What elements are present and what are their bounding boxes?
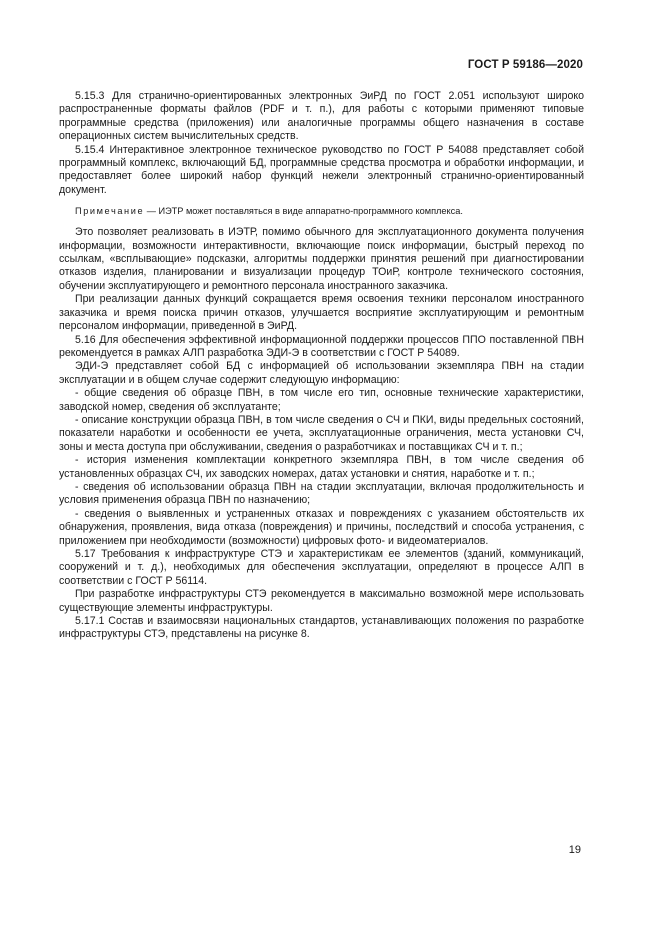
note-label: Примечание	[75, 206, 145, 217]
note	[59, 205, 584, 217]
paragraph-5-17: 5.17 Требования к инфраструктуре СТЭ и характеристикам ее элементов (зданий, коммуникаций, сооружений и т. д.), необходимых для обеспечения эксплуатации, определяют в процессе АЛП в соответствии с ГОСТ Р 56114.	[59, 548, 584, 587]
paragraph-edi-description: ЭДИ-Э представляет собой БД с информацией об использовании экземпляра ПВН на стадии эксплуатации и в общем случае содержит следующую информацию:	[59, 360, 584, 386]
paragraph-5-15-4: 5.15.4 Интерактивное электронное техническое руководство по ГОСТ Р 54088 представляет собой программный комплекс, включающий БД, программные средства просмотра и обработки информации, и предоставляет более широкий набор функций нежели электронный странично-ориентированный документ.	[59, 143, 584, 196]
page-number: 19	[568, 844, 581, 856]
note-text: — ИЭТР может поставляться в виде аппаратно-программного комплекса.	[144, 206, 463, 217]
list-item-usage: - сведения об использовании образца ПВН на стадии эксплуатации, включая продолжительность и условия применения образца ПВН по назначению;	[59, 480, 584, 507]
list-item-general-info: - общие сведения об образце ПВН, в том числе его тип, основные технические характеристики, заводской номер, сведения об эксплуатанте;	[59, 387, 584, 413]
paragraph-ietr-benefits: При реализации данных функций сокращается время освоения техники персоналом иностранного заказчика и время поиска причин отказов, улучшается восприятие эксплуатирующим и ремонтным персоналом информации, приведенной в ЭиРД.	[59, 293, 584, 333]
list-item-construction: - описание конструкции образца ПВН, в том числе сведения о СЧ и ПКИ, виды предельных состояний, показатели наработки и особенности ее учета, эксплуатационные ограничения, места установки СЧ, зоны и места доступа при обслуживании, сведения о разработчиках и поставщиках СЧ и т. п.;	[59, 413, 584, 453]
paragraph-infrastructure-reuse: При разработке инфраструктуры СТЭ рекомендуется в максимально возможной мере использовать существующие элементы инфраструктуры.	[59, 588, 584, 614]
list-item-failures: - сведения о выявленных и устраненных отказах и повреждениях с указанием обстоятельств их обнаружения, проявления, вида отказа (повреждения) и причины, последствий и способа устранения, с приложением при необходимости (возможности) цифровых фото- и видеоматериалов.	[59, 507, 584, 547]
list-item-configuration-history: - история изменения комплектации конкретного экземпляра ПВН, в том числе сведения об установленных образцах СЧ, их заводских номерах, датах установки и снятия, наработке и т. п.;	[59, 454, 584, 480]
document-standard-id: ГОСТ Р 59186—2020	[467, 59, 583, 71]
document-body	[59, 90, 584, 642]
paragraph-ietr-capabilities: Это позволяет реализовать в ИЭТР, помимо обычного для эксплуатационного документа получения информации, возможности интерактивности, включающие поиск информации, быстрый переход по ссылкам, «всплывающие» подсказки, алгоритмы поддержки принятия решений при диагностировании отказов изделия, планировании и визуализации процедур ТОиР, контроле технического состояния, обучении эксплуатирующего и ремонтного персонала иностранного заказчика.	[59, 226, 584, 292]
paragraph-5-16: 5.16 Для обеспечения эффективной информационной поддержки процессов ППО поставленной ПВН рекомендуется в рамках АЛП разработка ЭДИ-Э в соответствии с ГОСТ Р 54089.	[59, 333, 584, 359]
paragraph-5-15-3: 5.15.3 Для странично-ориентированных электронных ЭиРД по ГОСТ 2.051 используют широко распространенные форматы файлов (PDF и т. п.), для работы с которыми применяют типовые программные средства (приложения) или аналогичные программы общего назначения в составе операционных систем вычислительных средств.	[59, 90, 584, 143]
paragraph-5-17-1: 5.17.1 Состав и взаимосвязи национальных стандартов, устанавливающих положения по разработке инфраструктуры СТЭ, представлены на рисунке 8.	[59, 615, 584, 641]
